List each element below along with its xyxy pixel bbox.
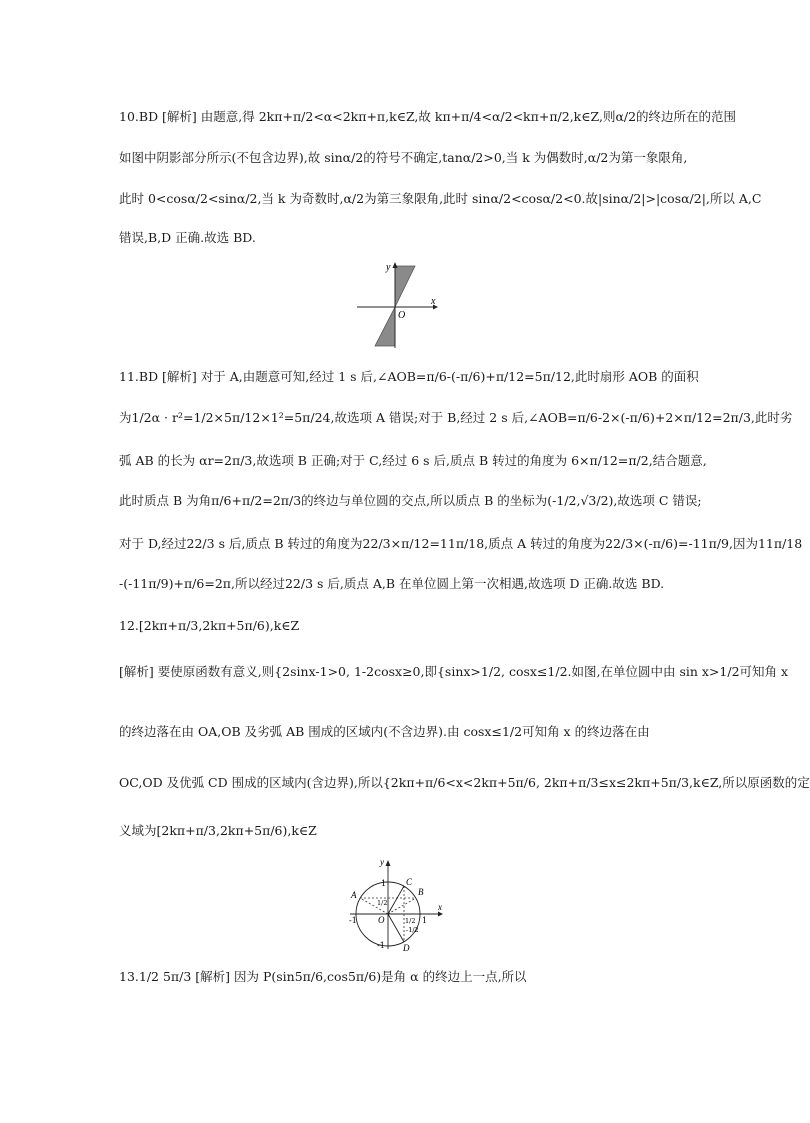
q12-figure-svg: [348, 857, 448, 953]
q12-x-arrow-icon: [438, 912, 443, 917]
q12-y-label: y: [380, 857, 384, 867]
q12-tick-one-x: 1: [422, 916, 428, 925]
q10-line-1: 10.BD [解析] 由题意,得 2kπ+π/2<α<2kπ+π,k∈Z,故 kπ+π/4<α/2<kπ+π/2,k∈Z,则α/2的终边所在的范围: [119, 109, 737, 124]
q12-x-label: x: [438, 902, 442, 912]
q12-tick-half-x: 1/2: [405, 917, 416, 925]
q10-line-4: 错误,B,D 正确.故选 BD.: [119, 230, 256, 245]
q12-line-2: 的终边落在由 OA,OB 及劣弧 AB 围成的区域内(不含边界).由 cosx≤1/2可知角 x 的终边落在由: [119, 724, 650, 739]
q12-ray-od: [388, 914, 404, 942]
q10-line-2: 如图中阴影部分所示(不包含边界),故 sinα/2的符号不确定,tanα/2>0,当 k 为偶数时,α/2为第一象限角,: [119, 150, 688, 165]
q12-label-c: C: [406, 877, 413, 887]
q12-tick-minus-one-y: -1: [377, 941, 385, 950]
q10-origin-label: O: [398, 310, 406, 321]
q12-line-3: OC,OD 及优弧 CD 围成的区域内(含边界),所以{2kπ+π/6<x<2kπ+5π/6, 2kπ+π/3≤x≤2kπ+5π/3,k∈Z,所以原函数的定: [119, 775, 810, 790]
q12-origin-label: O: [378, 915, 385, 925]
q11-line-4: 此时质点 B 为角π/6+π/2=2π/3的终边与单位圆的交点,所以质点 B 的坐标为(-1/2,√3/2),故选项 C 错误;: [119, 493, 702, 508]
q13-line-1: 13.1/2 5π/3 [解析] 因为 P(sin5π/6,cos5π/6)是角 α 的终边上一点,所以: [119, 969, 527, 984]
q12-line-4: 义域为[2kπ+π/3,2kπ+5π/6),k∈Z: [119, 823, 317, 838]
q10-y-arrow-icon: [393, 262, 398, 268]
q11-line-6: -(-11π/9)+π/6=2π,所以经过22/3 s 后,质点 A,B 在单位圆上第一次相遇,故选项 D 正确.故选 BD.: [119, 576, 665, 591]
q12-answer: 12.[2kπ+π/3,2kπ+5π/6),k∈Z: [119, 618, 300, 633]
q10-figure: [355, 258, 445, 350]
q12-tick-neg-half-y: -1/2: [406, 926, 419, 934]
q12-label-b: B: [418, 887, 424, 897]
q12-label-d: D: [403, 943, 410, 953]
q11-line-3: 弧 AB 的长为 αr=2π/3,故选项 B 正确;对于 C,经过 6 s 后,质点 B 转过的角度为 6×π/12=π/2,结合题意,: [119, 453, 707, 468]
q10-shaded-region-upper: [395, 266, 415, 307]
q11-line-2: 为1/2α · r²=1/2×5π/12×1²=5π/24,故选项 A 错误;对于 B,经过 2 s 后,∠AOB=π/6-2×(-π/6)+2×π/12=2π/3,此时劣: [119, 410, 793, 425]
q11-line-5: 对于 D,经过22/3 s 后,质点 B 转过的角度为22/3×π/12=11π/18,质点 A 转过的角度为22/3×(-π/6)=-11π/9,因为11π/18: [119, 536, 803, 551]
q10-figure-svg: [355, 258, 445, 350]
q10-x-label: x: [431, 296, 436, 307]
q10-line-3: 此时 0<cosα/2<sinα/2,当 k 为奇数时,α/2为第三象限角,此时 sinα/2<cosα/2<0.故|sinα/2|>|cosα/2|,所以 A,C: [119, 191, 762, 206]
q12-tick-one-y: 1: [381, 879, 387, 888]
q11-line-1: 11.BD [解析] 对于 A,由题意可知,经过 1 s 后,∠AOB=π/6-(-π/6)+π/12=5π/12,此时扇形 AOB 的面积: [119, 369, 699, 384]
q10-shaded-region-lower: [375, 307, 395, 346]
q12-tick-minus-one-x: -1: [349, 916, 357, 925]
q10-y-label: y: [386, 262, 391, 273]
q12-y-arrow-icon: [386, 860, 391, 866]
q12-line-1: [解析] 要使原函数有意义,则{2sinx-1>0, 1-2cosx≥0,即{sinx>1/2, cosx≤1/2.如图,在单位圆中由 sin x>1/2可知角 x: [119, 664, 789, 679]
q12-label-a: A: [351, 890, 357, 900]
q12-tick-half-y: 1/2: [377, 899, 388, 907]
q12-figure: [348, 857, 448, 953]
